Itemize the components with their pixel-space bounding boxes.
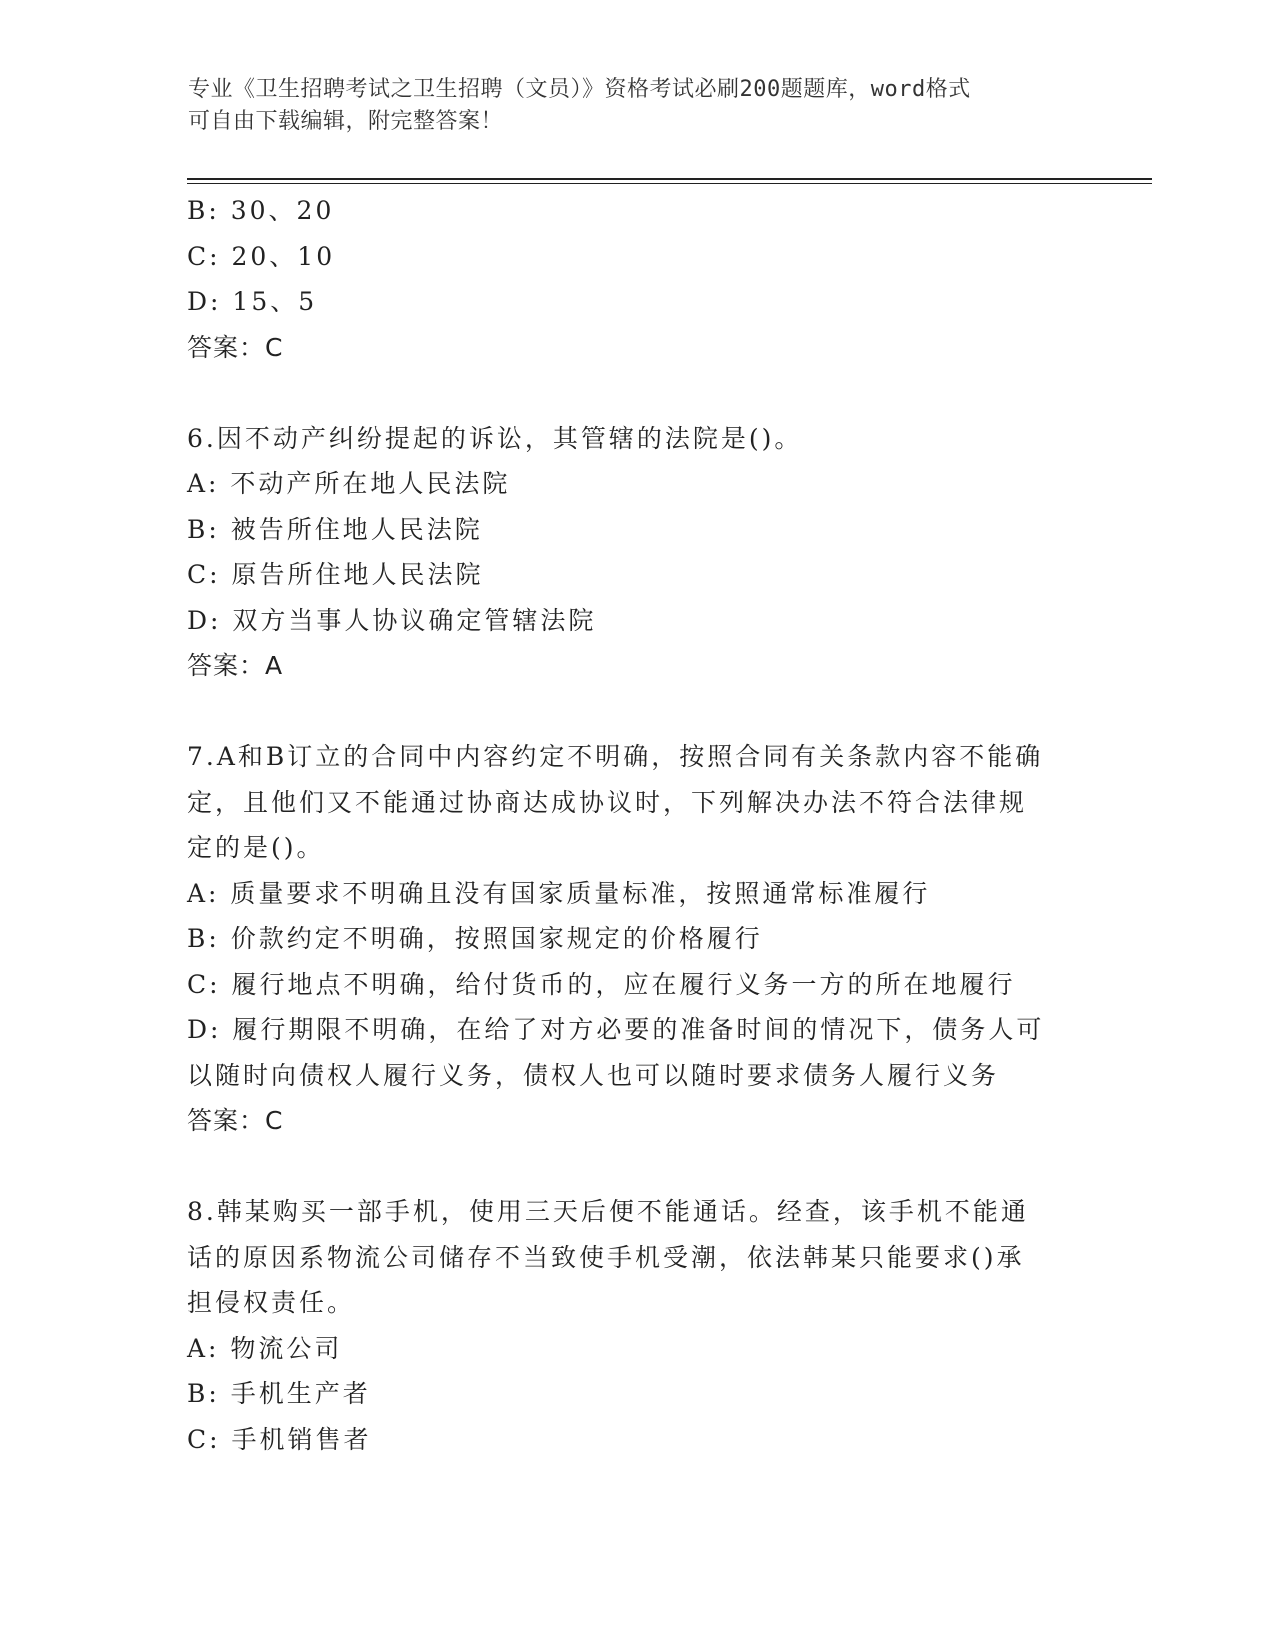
spacer [187, 1144, 1087, 1190]
question-8 [187, 1189, 1087, 1462]
option-a: A: 不动产所在地人民法院 [187, 469, 511, 498]
option-c: C: 20、10 [187, 241, 336, 271]
option-b: B: 价款约定不明确，按照国家规定的价格履行 [187, 924, 763, 953]
question-stem: 话的原因系物流公司储存不当致使手机受潮，依法韩某只能要求()承 [187, 1242, 1025, 1272]
question-stem: 定的是()。 [187, 833, 325, 862]
option-d-continued: 以随时向债权人履行义务，债权人也可以随时要求债务人履行义务 [187, 1060, 1000, 1090]
option-d: D: 履行期限不明确，在给了对方必要的准备时间的情况下，债务人可 [187, 1015, 1045, 1044]
answer: 答案：A [187, 651, 284, 680]
option-d: D: 双方当事人协议确定管辖法院 [187, 605, 597, 635]
option-b: B: 手机生产者 [187, 1379, 371, 1408]
option-a: A: 物流公司 [187, 1333, 343, 1363]
question-stem: 6.因不动产纠纷提起的诉讼，其管辖的法院是()。 [187, 423, 803, 453]
option-c: C: 手机销售者 [187, 1424, 372, 1454]
question-stem: 7.A和B订立的合同中内容约定不明确，按照合同有关条款内容不能确 [187, 742, 1044, 771]
header-line-2: 可自由下载编辑，附完整答案！ [188, 109, 504, 134]
question-6 [187, 416, 1087, 689]
header-line-1: 专业《卫生招聘考试之卫生招聘（文员）》资格考试必刷200题题库，word格式 [188, 77, 971, 102]
option-c: C: 原告所住地人民法院 [187, 560, 484, 589]
option-b: B: 被告所住地人民法院 [187, 514, 483, 544]
option-d: D: 15、5 [187, 287, 318, 316]
header-rule [187, 178, 1152, 184]
answer: 答案：C [187, 332, 284, 362]
question-7 [187, 734, 1087, 1144]
option-b: B: 30、20 [187, 196, 335, 225]
spacer [187, 370, 1087, 416]
option-a: A: 质量要求不明确且没有国家质量标准，按照通常标准履行 [187, 878, 931, 908]
question-stem: 8.韩某购买一部手机，使用三天后便不能通话。经查，该手机不能通 [187, 1197, 1029, 1226]
question-prev [187, 188, 1087, 370]
answer: 答案：C [187, 1106, 284, 1135]
document-body [187, 188, 1087, 1462]
page-header [188, 74, 1088, 138]
option-c: C: 履行地点不明确，给付货币的，应在履行义务一方的所在地履行 [187, 969, 1016, 999]
question-stem: 定，且他们又不能通过协商达成协议时，下列解决办法不符合法律规 [187, 787, 1028, 817]
spacer [187, 689, 1087, 735]
question-stem: 担侵权责任。 [187, 1288, 356, 1317]
